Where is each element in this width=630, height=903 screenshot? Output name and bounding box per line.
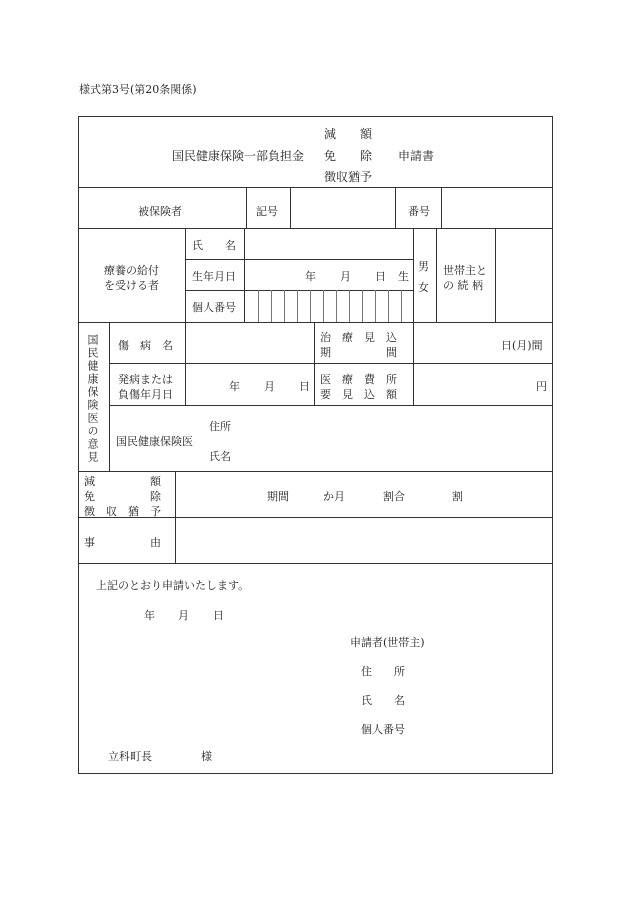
recipient-label-line1: 療養の給付 — [104, 264, 159, 277]
name-field[interactable] — [245, 229, 412, 258]
form-number-label: 様式第3号(第20条関係) — [79, 83, 197, 96]
dob-label: 生年月日 — [192, 270, 236, 283]
declaration-day: 日 — [213, 609, 224, 622]
dob-day: 日 — [375, 270, 386, 283]
applicant-address-label: 住 所 — [361, 665, 405, 678]
cost-label-line2: 要 見 込 額 — [320, 388, 397, 401]
title-prefix: 国民健康保険一部負担金 — [172, 149, 305, 163]
treatment-period-label-line2: 期 間 — [320, 346, 397, 359]
treatment-period-label-line1: 治 療 見 込 — [320, 331, 397, 344]
reduction-label-line2: 免 除 — [84, 490, 161, 503]
yen-unit: 円 — [536, 380, 547, 393]
wari-unit: 割 — [452, 490, 463, 503]
bango-label: 番号 — [408, 205, 430, 218]
kigo-label: 記号 — [256, 205, 278, 218]
period-label: 期間 — [267, 490, 289, 503]
cost-label-line1: 医 療 費 所 — [320, 373, 397, 386]
dob-year: 年 — [305, 270, 316, 283]
kigo-field[interactable] — [291, 188, 394, 227]
honorific: 様 — [201, 750, 212, 763]
bango-field[interactable] — [442, 188, 552, 227]
title-option-reduction: 減 額 — [324, 127, 373, 141]
relation-label-line2: の 続 柄 — [443, 279, 483, 292]
applicant-label: 申請者(世帯主) — [350, 636, 425, 649]
onset-day: 日 — [299, 380, 310, 393]
declaration-month: 月 — [178, 609, 189, 622]
doctor-label: 国民健康保険医 — [116, 435, 193, 448]
reason-field[interactable] — [176, 518, 552, 562]
addressee: 立科町長 — [108, 750, 152, 763]
relation-label-line1: 世帯主と — [443, 264, 487, 277]
ratio-label: 割合 — [383, 490, 405, 503]
disease-label: 傷 病 名 — [118, 339, 173, 352]
doctor-opinion-section-label: 国民健康保険医の意見 — [86, 334, 99, 464]
title-option-exemption: 免 除 — [324, 149, 373, 163]
doctor-address-label: 住所 — [209, 420, 231, 433]
onset-label-line1: 発病または — [118, 373, 173, 386]
gender-female: 女 — [418, 281, 429, 294]
reduction-label-line1: 減 額 — [84, 475, 161, 488]
relation-field[interactable] — [496, 229, 552, 321]
dob-month: 月 — [340, 270, 351, 283]
dob-suffix: 生 — [398, 270, 409, 283]
months-unit: か月 — [323, 490, 345, 503]
disease-field[interactable] — [186, 323, 313, 362]
onset-month: 月 — [264, 380, 275, 393]
applicant-personal-number-label: 個人番号 — [361, 723, 405, 736]
recipient-label-line2: を受ける者 — [104, 279, 159, 292]
name-label: 氏 名 — [192, 239, 236, 252]
personal-number-label: 個人番号 — [192, 301, 236, 314]
days-months-unit: 日(月)間 — [501, 339, 543, 352]
title-option-deferral: 徴収猶予 — [324, 170, 373, 184]
declaration-statement: 上記のとおり申請いたします。 — [96, 579, 250, 592]
gender-male: 男 — [418, 260, 429, 273]
onset-label-line2: 負傷年月日 — [118, 388, 173, 401]
insured-label: 被保険者 — [138, 205, 182, 218]
onset-year: 年 — [229, 380, 240, 393]
doctor-name-label: 氏名 — [209, 450, 231, 463]
reduction-label-line3: 徴 収 猶 予 — [84, 505, 161, 518]
declaration-year: 年 — [144, 609, 155, 622]
title-suffix: 申請書 — [398, 149, 435, 163]
applicant-name-label: 氏 名 — [361, 694, 405, 707]
reason-label: 事 由 — [84, 536, 161, 549]
